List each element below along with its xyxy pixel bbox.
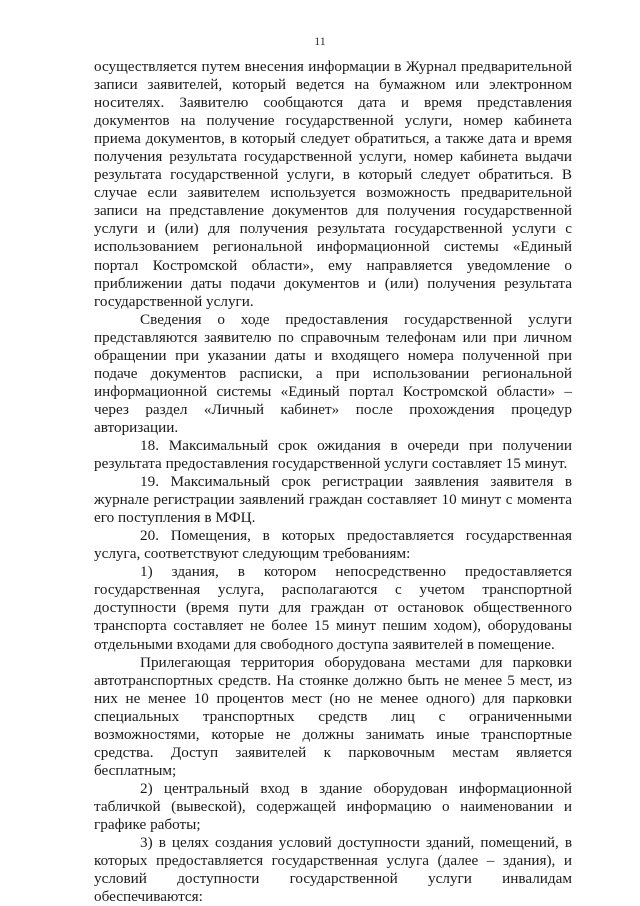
paragraph-subitem-1: 1) здания, в котором непосредственно предоставляется государственная услуга, располагаются с учетом транспортной доступности (время пути для граждан от остановок общественного транспорта составляет не более 15 минут пешим ходом), оборудованы отдельными входами для свободного доступа заявителей в помещение. (94, 563, 572, 653)
paragraph-parking: Прилегающая территория оборудована местами для парковки автотранспортных средств. На стоянке должно быть не менее 5 мест, из них не менее 10 процентов мест (но не менее одного) для парковки специальных транспортных средств лиц с ограниченными возможностями, которые не должны занимать иные транспортные средства. Доступ заявителей к парковочным местам является бесплатным; (94, 653, 572, 779)
paragraph-subitem-2: 2) центральный вход в здание оборудован информационной табличкой (вывеской), содержащей информацию о наименовании и графике работы; (94, 779, 572, 833)
page-number: 11 (314, 34, 326, 48)
paragraph-continuation: осуществляется путем внесения информации в Журнал предварительной записи заявителей, который ведется на бумажном или электронном носителях. Заявителю сообщаются дата и время представления документов на получение государственной услуги, номер кабинета приема документов, в который следует обратиться, а также дата и время получения результата государственной услуги, номер кабинета выдачи результата государственной услуги, в который следует обратиться. В случае если заявителем используется возможность предварительной записи на представление документов для получения государственной услуги и (или) для получения результата государственной услуги с использованием региональной информационной системы «Единый портал Костромской области», ему направляется уведомление о приближении даты подачи документов и (или) получения результата государственной услуги. (94, 58, 572, 310)
paragraph-item-19: 19. Максимальный срок регистрации заявления заявителя в журнале регистрации заявлений граждан составляет 10 минут с момента его поступления в МФЦ. (94, 473, 572, 527)
paragraph-item-20: 20. Помещения, в которых предоставляется государственная услуга, соответствуют следующим требованиям: (94, 527, 572, 563)
paragraph-subitem-3: 3) в целях создания условий доступности зданий, помещений, в которых предоставляется государственная услуга (далее – здания), и условий доступности государственной услуги инвалидам обеспечиваются: (94, 834, 572, 906)
paragraph-item-18: 18. Максимальный срок ожидания в очереди при получении результата предоставления государственной услуги составляет 15 минут. (94, 436, 572, 473)
paragraph-status-info: Сведения о ходе предоставления государственной услуги представляются заявителю по справочным телефонам или при личном обращении при указании даты и входящего номера полученной при подаче документов расписки, а при использовании региональной информационной системы «Единый портал Костромской области» – через раздел «Личный кабинет» после прохождения процедур авторизации. (94, 310, 572, 436)
document-body (94, 58, 572, 906)
